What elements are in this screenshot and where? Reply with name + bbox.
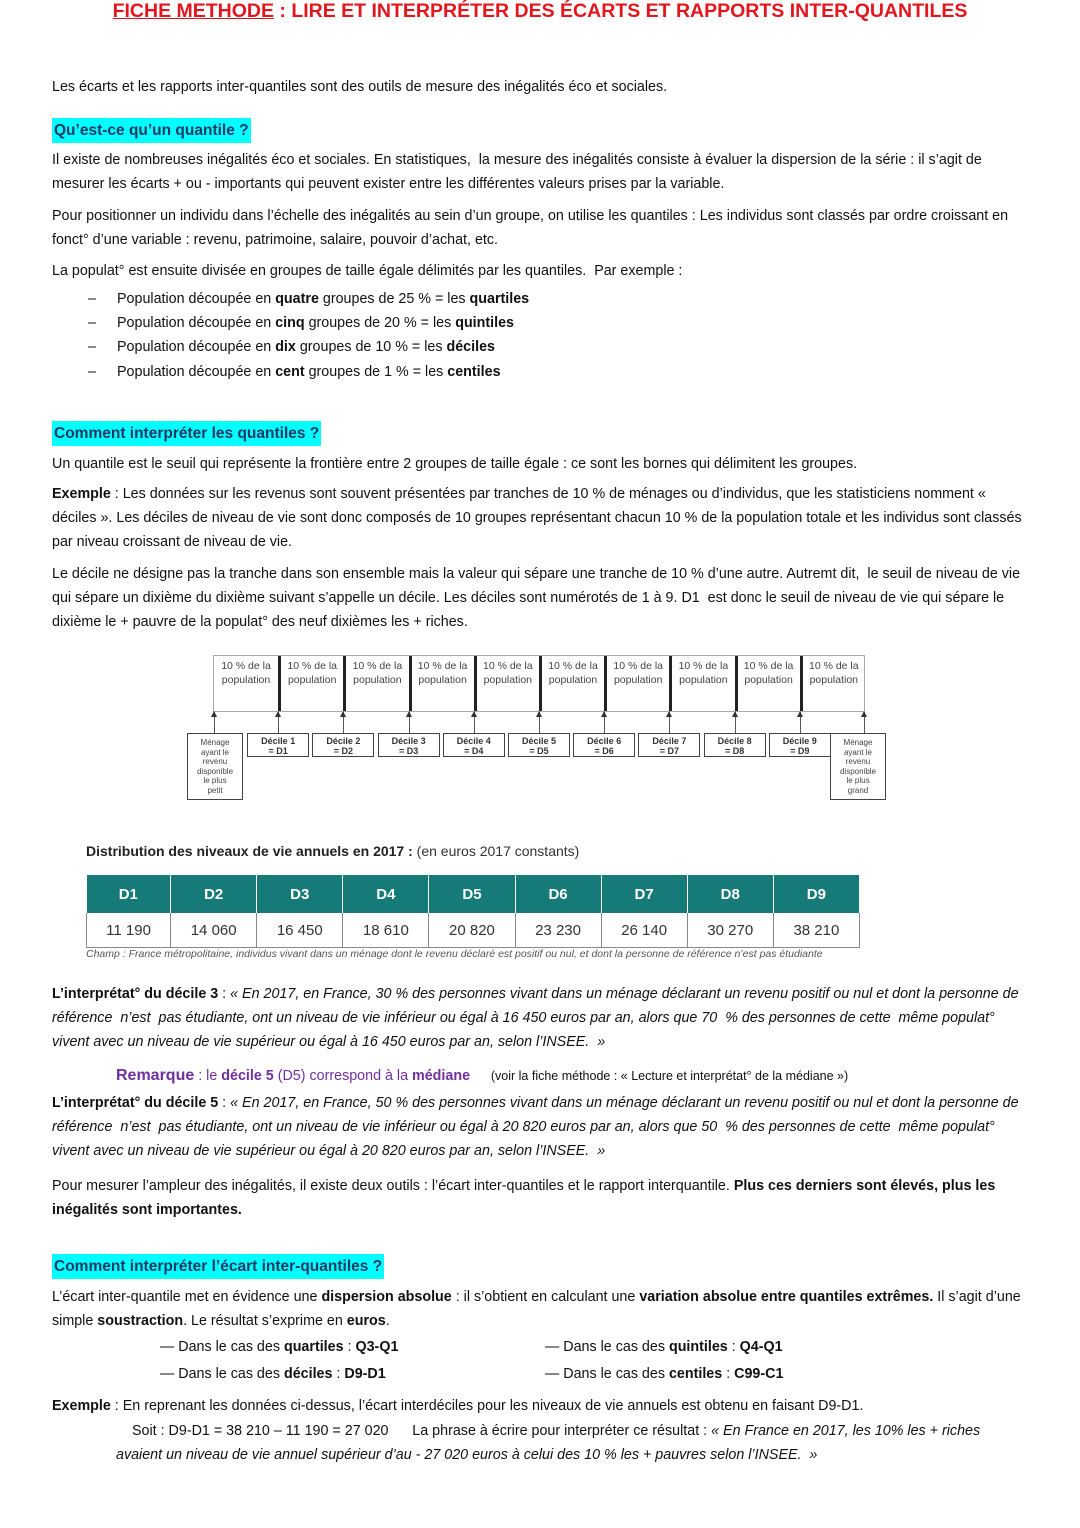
label-text: = D6	[594, 746, 614, 756]
text-segment: :	[343, 1339, 356, 1355]
text-segment: Population découpée en	[117, 291, 276, 307]
text-segment: Soit : D9-D1 = 38 210 – 11 190 = 27 020 La phrase à écrire pour interpréter ce résultat :	[132, 1423, 712, 1439]
arrow-up-icon	[669, 712, 670, 733]
table-cell: 30 270	[687, 913, 773, 948]
text-segment: — Dans le cas des	[160, 1366, 284, 1382]
column-header: D2	[171, 875, 257, 913]
label-text: Décile 4	[456, 736, 491, 746]
decile-label-box	[769, 733, 831, 757]
example-calculation	[116, 1419, 1026, 1467]
list-item	[88, 287, 529, 311]
column-header: D6	[515, 875, 601, 913]
dash-bullet: –	[88, 364, 96, 380]
text-segment: Exemple	[52, 1398, 111, 1414]
text-segment: groupes de 20 % = les	[304, 315, 456, 331]
label-text: = D7	[659, 746, 680, 756]
dash-bullet: –	[88, 291, 96, 307]
table-header-row	[87, 875, 860, 913]
box-text: disponible	[196, 766, 234, 776]
cell-text: 10 % de la	[808, 660, 859, 672]
arrow-up-icon	[735, 712, 736, 733]
text-segment: Plus ces derniers sont élevés, plus les inégalités sont importantes.	[52, 1178, 1000, 1218]
case-item	[160, 1362, 386, 1386]
text-segment: L’écart inter-quantile met en évidence une	[52, 1289, 322, 1305]
label-text: Décile 3	[391, 736, 426, 746]
column-header: D8	[687, 875, 773, 913]
text-segment: quartiles	[469, 291, 530, 307]
population-tenth-cell	[735, 655, 800, 712]
table-title-unit: (en euros 2017 constants)	[412, 843, 580, 859]
cell-text: 10 % de la	[287, 660, 337, 672]
text-segment: Le décile ne désigne pas la tranche dans son ensemble mais la valeur qui sépare une tranche de 10 % d’une autre. Autremt dit, le seuil de niveau de vie qui sépare un dixième du dixième suivant s’appelle un décile. Les déciles sont numérotés de 1 à 9. D1 est donc le seuil de niveau de vie qui sépare le dixième le + pauvre de la populat° des neuf dixièmes les + riches.	[52, 566, 1025, 630]
paragraph	[52, 482, 1032, 554]
text-segment: Population découpée en	[117, 339, 276, 355]
case-item	[545, 1335, 783, 1359]
arrow-up-icon	[474, 712, 475, 733]
table-cell: 16 450	[257, 913, 343, 948]
decile-label-box	[378, 733, 440, 757]
text-segment: quartiles	[283, 1339, 344, 1355]
box-text: le plus	[846, 776, 870, 785]
text-segment: : Les données sur les revenus sont souvent présentées par tranches de 10 % de ménages ou d’individus, que les statisticiens nomment « déciles ». Les déciles de niveau de vie sont donc composés de 10 groupes représentant chacun 10 % de la population totale et les individus sont classés par niveau croissant de niveau de vie.	[52, 486, 1026, 550]
text-segment: — Dans le cas des	[160, 1339, 284, 1355]
text-segment: :	[727, 1339, 740, 1355]
paragraph	[52, 204, 1032, 252]
example-paragraph	[52, 1394, 1032, 1418]
text-segment: :	[332, 1366, 345, 1382]
cell-text: 10 % de la	[613, 660, 663, 672]
table-note: Champ : France métropolitaine, individus vivant dans un ménage dont le revenu déclaré est positif ou nul, et dont la personne de référence n’est pas étudiante	[86, 948, 823, 960]
interpretation-decile-5	[52, 1091, 1032, 1163]
label-text: Décile 5	[521, 736, 557, 746]
label-text: = D8	[724, 746, 745, 756]
arrow-up-icon	[604, 712, 605, 733]
text-segment: Il s’agit d’une simple	[52, 1289, 1025, 1329]
cell-text: 10 % de la	[417, 660, 468, 672]
arrow-up-icon	[409, 712, 410, 733]
cell-text: population	[679, 674, 728, 686]
column-header: D9	[773, 875, 859, 913]
label-text: = D1	[268, 746, 288, 756]
decile-label-box	[443, 733, 505, 757]
cell-text: 10 % de la	[352, 660, 403, 672]
box-text: revenu	[202, 757, 228, 766]
table-cell: 26 140	[601, 913, 687, 948]
label-text: = D9	[790, 746, 810, 756]
text-segment: Population découpée en	[117, 364, 276, 380]
label-text: = D4	[464, 746, 484, 756]
text-segment: : le	[194, 1068, 222, 1084]
paragraph	[52, 148, 1032, 196]
text-segment: :	[722, 1366, 735, 1382]
label-text: = D2	[333, 746, 354, 756]
text-segment: Pour positionner un individu dans l’échelle des inégalités au sein d’un groupe, on utilise les quantiles : Les individus sont classés par ordre croissant en fonct° d’une variable : revenu, patrimoine, salaire, pouvoir d’achat, etc.	[52, 208, 1013, 248]
label-text: Décile 1	[261, 736, 296, 746]
decile-label-box	[508, 733, 570, 757]
label-text: Décile 8	[717, 736, 752, 746]
text-segment: cent	[275, 364, 305, 380]
box-text: petit	[207, 785, 223, 795]
case-item	[545, 1362, 783, 1386]
population-tenth-cell	[409, 655, 474, 712]
paragraph	[52, 452, 1032, 476]
column-header: D3	[257, 875, 343, 913]
box-text: ayant le	[200, 747, 230, 757]
text-segment: Q3-Q1	[355, 1339, 399, 1355]
text-segment: : il s’obtient en calculant une	[451, 1289, 640, 1305]
text-segment: euros	[346, 1313, 386, 1329]
label-text: Décile 9	[782, 736, 817, 746]
text-segment: dispersion absolue	[321, 1289, 452, 1305]
title-main: : LIRE ET INTERPRÉTER DES ÉCARTS ET RAPPORTS INTER-QUANTILES	[274, 0, 968, 22]
column-header: D5	[429, 875, 515, 913]
cell-text: population	[221, 674, 271, 686]
text-segment: quintiles	[668, 1339, 728, 1355]
label-text: Décile 6	[587, 736, 622, 746]
text-segment: variation absolue entre quantiles extrêmes.	[639, 1289, 934, 1305]
text-segment: soustraction	[97, 1313, 184, 1329]
table-cell: 11 190	[87, 913, 171, 948]
dash-bullet: –	[88, 339, 96, 355]
text-segment: — Dans le cas des	[545, 1366, 669, 1382]
decile-label-box	[638, 733, 700, 757]
text-segment: Exemple	[52, 486, 111, 502]
box-text: Ménage	[200, 738, 230, 747]
text-segment: Il existe de nombreuses inégalités éco et sociales. En statistiques, la mesure des inégalités consiste à évaluer la dispersion de la série : il s’agit de mesurer les écarts + ou - importants qui peuvent exister entre les différentes valeurs prises par la variable.	[52, 152, 986, 192]
cell-text: 10 % de la	[743, 660, 794, 672]
cell-text: 10 % de la	[548, 660, 598, 672]
richest-household-box	[830, 733, 886, 800]
cell-text: population	[809, 674, 859, 686]
decile-label-box	[704, 733, 766, 757]
poorest-household-box	[187, 733, 243, 800]
decile-label-box	[573, 733, 635, 757]
population-tenth-cell	[669, 655, 734, 712]
cell-text: population	[418, 674, 467, 686]
table-cell: 14 060	[171, 913, 257, 948]
label-text: = D3	[398, 746, 419, 756]
dash-bullet: –	[88, 315, 96, 331]
text-segment: L’interprétat° du décile 3	[52, 986, 219, 1002]
paragraph	[52, 562, 1032, 634]
remarque	[116, 1064, 1016, 1088]
column-header: D4	[343, 875, 429, 913]
text-segment: (voir la fiche méthode : « Lecture et interprétat° de la médiane »)	[470, 1069, 849, 1083]
cell-text: 10 % de la	[678, 660, 729, 672]
text-segment: décile 5	[221, 1068, 274, 1084]
text-segment: groupes de 25 % = les	[318, 291, 470, 307]
cell-text: population	[353, 674, 402, 686]
table-title	[86, 843, 579, 859]
text-segment: dix	[275, 339, 296, 355]
text-segment: Remarque	[116, 1067, 195, 1084]
label-text: = D5	[529, 746, 549, 756]
text-segment: « En France en 2017, les 10% les + riches avaient un niveau de vie annuel supérieur d’au - 27 020 euros à celui des 10 % les + pauvres selon l’INSEE. »	[116, 1423, 985, 1463]
text-segment: Pour mesurer l’ampleur des inégalités, il existe deux outils : l’écart inter-quantiles et le rapport interquantile.	[52, 1178, 734, 1194]
decile-table	[86, 875, 860, 948]
label-text: Décile 7	[652, 736, 687, 746]
box-text: Ménage	[843, 738, 873, 747]
text-segment: :	[218, 986, 231, 1002]
text-segment: groupes de 10 % = les	[295, 339, 447, 355]
cell-text: population	[613, 674, 663, 686]
decile-label-box	[312, 733, 374, 757]
population-tenth-cell	[343, 655, 408, 712]
column-header: D7	[601, 875, 687, 913]
list-item	[88, 335, 495, 359]
text-segment: quintiles	[455, 315, 514, 331]
title-prefix: FICHE METHODE	[112, 0, 275, 22]
text-segment: (D5) correspond à la	[273, 1068, 413, 1084]
section-heading-quantile: Qu’est-ce qu’un quantile ?	[52, 118, 251, 143]
arrow-up-icon	[214, 712, 215, 733]
list-item	[88, 360, 501, 384]
text-segment: groupes de 1 % = les	[304, 364, 448, 380]
table-cell: 18 610	[343, 913, 429, 948]
arrow-up-icon	[800, 712, 801, 733]
paragraph	[52, 1285, 1032, 1333]
text-segment: .	[385, 1313, 390, 1329]
table-row	[87, 913, 860, 948]
cell-text: 10 % de la	[221, 660, 271, 672]
text-segment: cinq	[275, 315, 305, 331]
box-text: grand	[847, 785, 869, 795]
cell-text: population	[548, 674, 598, 686]
text-segment: C99-C1	[734, 1366, 784, 1382]
text-segment: quatre	[275, 291, 319, 307]
arrow-up-icon	[539, 712, 540, 733]
text-segment: Population découpée en	[117, 315, 276, 331]
population-tenth-cell	[539, 655, 604, 712]
text-segment: D9-D1	[344, 1366, 386, 1382]
decile-label-box	[247, 733, 309, 757]
table-cell: 38 210	[773, 913, 859, 948]
paragraph	[52, 1174, 1032, 1222]
section-heading-ecart: Comment interpréter l’écart inter-quantiles ?	[52, 1254, 384, 1279]
text-segment: « En 2017, en France, 50 % des personnes vivant dans un ménage déclarant un revenu positif ou nul et dont la personne de référence n’est pas étudiante, ont un niveau de vie inférieur ou égal à 20 820 euros par an, alors que 50 % des personnes de cette même populat° vivent avec un niveau de vie supérieur ou égal à 20 820 euros par an, selon l’INSEE. »	[52, 1095, 1023, 1159]
population-tenth-cell	[474, 655, 539, 712]
box-text: ayant le	[843, 747, 873, 757]
population-tenth-cell	[278, 655, 343, 712]
box-text: le plus	[203, 776, 227, 785]
text-segment: « En 2017, en France, 30 % des personnes vivant dans un ménage déclarant un revenu positif ou nul et dont la personne de référence n’est pas étudiante, ont un niveau de vie inférieur ou égal à 16 450 euros par an, alors que 70 % des personnes de cette même populat° vivent avec un niveau de vie supérieur ou égal à 16 450 euros par an, selon l’INSEE. »	[52, 986, 1023, 1050]
page-title	[0, 0, 1080, 23]
cell-text: population	[744, 674, 793, 686]
text-segment: — Dans le cas des	[545, 1339, 669, 1355]
paragraph	[52, 259, 1032, 283]
text-segment: déciles	[446, 339, 495, 355]
text-segment: centiles	[668, 1366, 723, 1382]
section-heading-interpret-quantiles: Comment interpréter les quantiles ?	[52, 421, 321, 446]
interpretation-decile-3	[52, 982, 1032, 1054]
table-title-bold: Distribution des niveaux de vie annuels en 2017 :	[86, 843, 413, 859]
text-segment: : En reprenant les données ci-dessus, l’écart interdéciles pour les niveaux de vie annuels est obtenu en faisant D9-D1.	[110, 1398, 864, 1414]
arrow-up-icon	[278, 712, 279, 733]
text-segment: centiles	[447, 364, 501, 380]
text-segment: médiane	[412, 1068, 471, 1084]
population-tenth-cell	[800, 655, 865, 712]
label-text: Décile 2	[326, 736, 361, 746]
arrow-up-icon	[343, 712, 344, 733]
table-cell: 23 230	[515, 913, 601, 948]
text-segment: déciles	[283, 1366, 333, 1382]
cell-text: population	[287, 674, 337, 686]
cell-text: population	[483, 674, 533, 686]
arrow-up-icon	[864, 712, 865, 733]
list-item	[88, 311, 514, 335]
text-segment: L’interprétat° du décile 5	[52, 1095, 219, 1111]
box-text: disponible	[839, 766, 877, 776]
text-segment: . Le résultat s’exprime en	[183, 1313, 347, 1329]
text-segment: Les écarts et les rapports inter-quantiles sont des outils de mesure des inégalités éco et sociales.	[52, 79, 668, 95]
decile-diagram	[185, 640, 900, 810]
case-item	[160, 1335, 398, 1359]
population-tenth-cell	[213, 655, 278, 712]
table-cell: 20 820	[429, 913, 515, 948]
cell-text: 10 % de la	[482, 660, 533, 672]
intro-paragraph	[52, 75, 1032, 99]
text-segment: La populat° est ensuite divisée en groupes de taille égale délimités par les quantiles. Par exemple :	[52, 263, 683, 279]
text-segment: Q4-Q1	[739, 1339, 783, 1355]
text-segment: Un quantile est le seuil qui représente la frontière entre 2 groupes de taille égale : ce sont les bornes qui délimitent les groupes.	[52, 456, 858, 472]
population-tenth-cell	[604, 655, 669, 712]
box-text: revenu	[845, 757, 871, 766]
column-header: D1	[87, 875, 171, 913]
text-segment: :	[218, 1095, 231, 1111]
